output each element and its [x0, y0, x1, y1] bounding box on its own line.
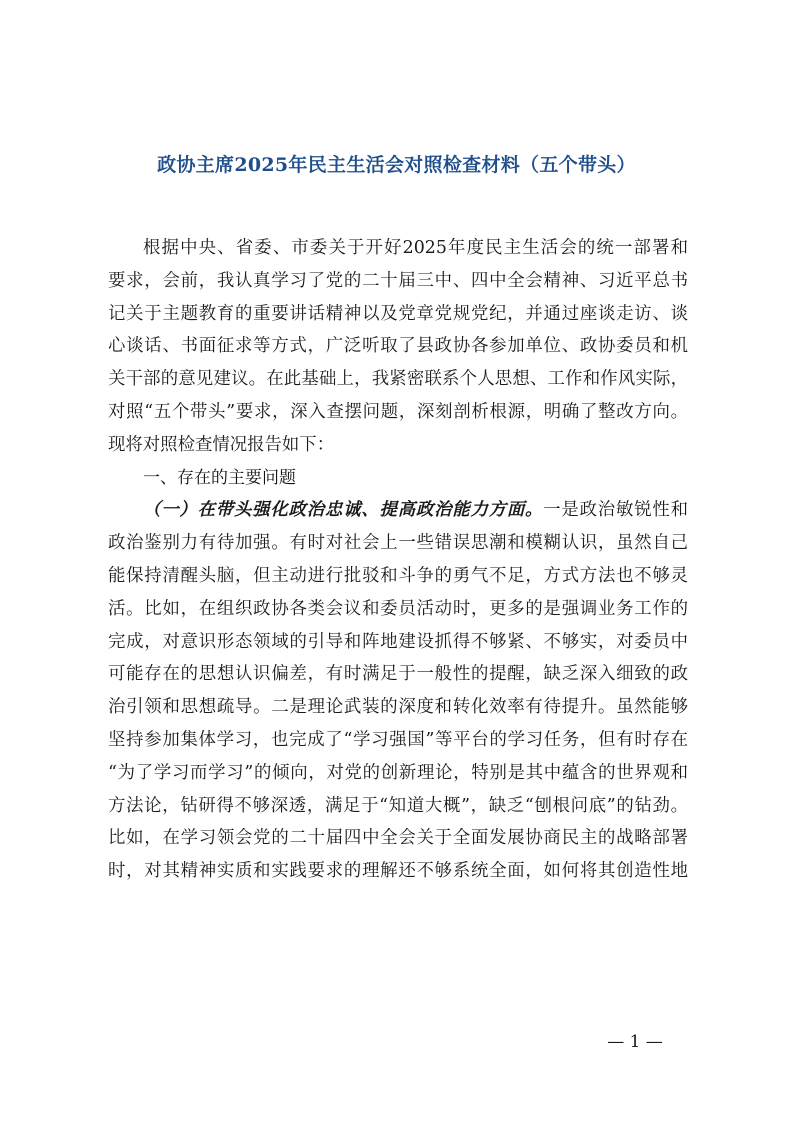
- document-title: 政协主席2025年民主生活会对照检查材料（五个带头）: [157, 154, 636, 176]
- subsection-1-line-8: 坚持参加集体学习，也完成了“学习强国”等平台的学习任务，但有时存在: [108, 729, 688, 750]
- subsection-1-line-7: 治引领和思想疏导。二是理论武装的深度和转化效率有待提升。虽然能够: [108, 697, 688, 718]
- subsection-1-line-6: 可能存在的思想认识偏差，有时满足于一般性的提醒，缺乏深入细致的政: [108, 664, 688, 685]
- subsection-1-line-12: 时，对其精神实质和实践要求的理解还不够系统全面，如何将其创造性地: [108, 861, 688, 882]
- intro-line-2: 要求，会前，我认真学习了党的二十届三中、四中全会精神、习近平总书: [108, 270, 688, 291]
- subsection-1-line-11: 比如，在学习领会党的二十届四中全会关于全面发展协商民主的战略部署: [108, 828, 688, 849]
- intro-line-1: 根据中央、省委、市委关于开好2025年度民主生活会的统一部署和: [143, 238, 688, 258]
- intro-line-6: 对照“五个带头”要求，深入查摆问题，深刻剖析根源，明确了整改方向。: [108, 401, 688, 422]
- subsection-1-line-5: 完成，对意识形态领域的引导和阵地建设抓得不够紧、不够实，对委员中: [108, 631, 688, 652]
- intro-line-7: 现将对照检查情况报告如下：: [108, 434, 335, 455]
- subsection-1-line-4: 活。比如，在组织政协各类会议和委员活动时，更多的是强调业务工作的: [108, 598, 688, 619]
- section-heading-1: 一、存在的主要问题: [143, 467, 296, 488]
- intro-line-5: 关干部的意见建议。在此基础上，我紧密联系个人思想、工作和作风实际，: [108, 369, 688, 390]
- document-body: [108, 232, 688, 888]
- subsection-1-first-line-rest: 一是政治敏锐性和: [543, 500, 688, 521]
- intro-line-4: 心谈话、书面征求等方式，广泛听取了县政协各参加单位、政协委员和机: [108, 336, 688, 357]
- subsection-1-line-3: 能保持清醒头脑，但主动进行批驳和斗争的勇气不足，方式方法也不够灵: [108, 565, 688, 586]
- subsection-1-line-2: 政治鉴别力有待加强。有时对社会上一些错误思潮和模糊认识，虽然自己: [108, 533, 688, 554]
- subsection-1-line-9: “为了学习而学习”的倾向，对党的创新理论，特别是其中蕴含的世界观和: [108, 762, 688, 783]
- intro-line-3: 记关于主题教育的重要讲话精神以及党章党规党纪，并通过座谈走访、谈: [108, 303, 688, 324]
- page-number: — 1 —: [607, 1032, 663, 1052]
- subsection-1-line-10: 方法论，钻研得不够深透，满足于“知道大概”，缺乏“刨根问底”的钻劲。: [108, 795, 688, 816]
- subsection-1-first-line: [108, 494, 688, 527]
- subsection-1-label: （一）在带头强化政治忠诚、提高政治能力方面。: [143, 500, 544, 521]
